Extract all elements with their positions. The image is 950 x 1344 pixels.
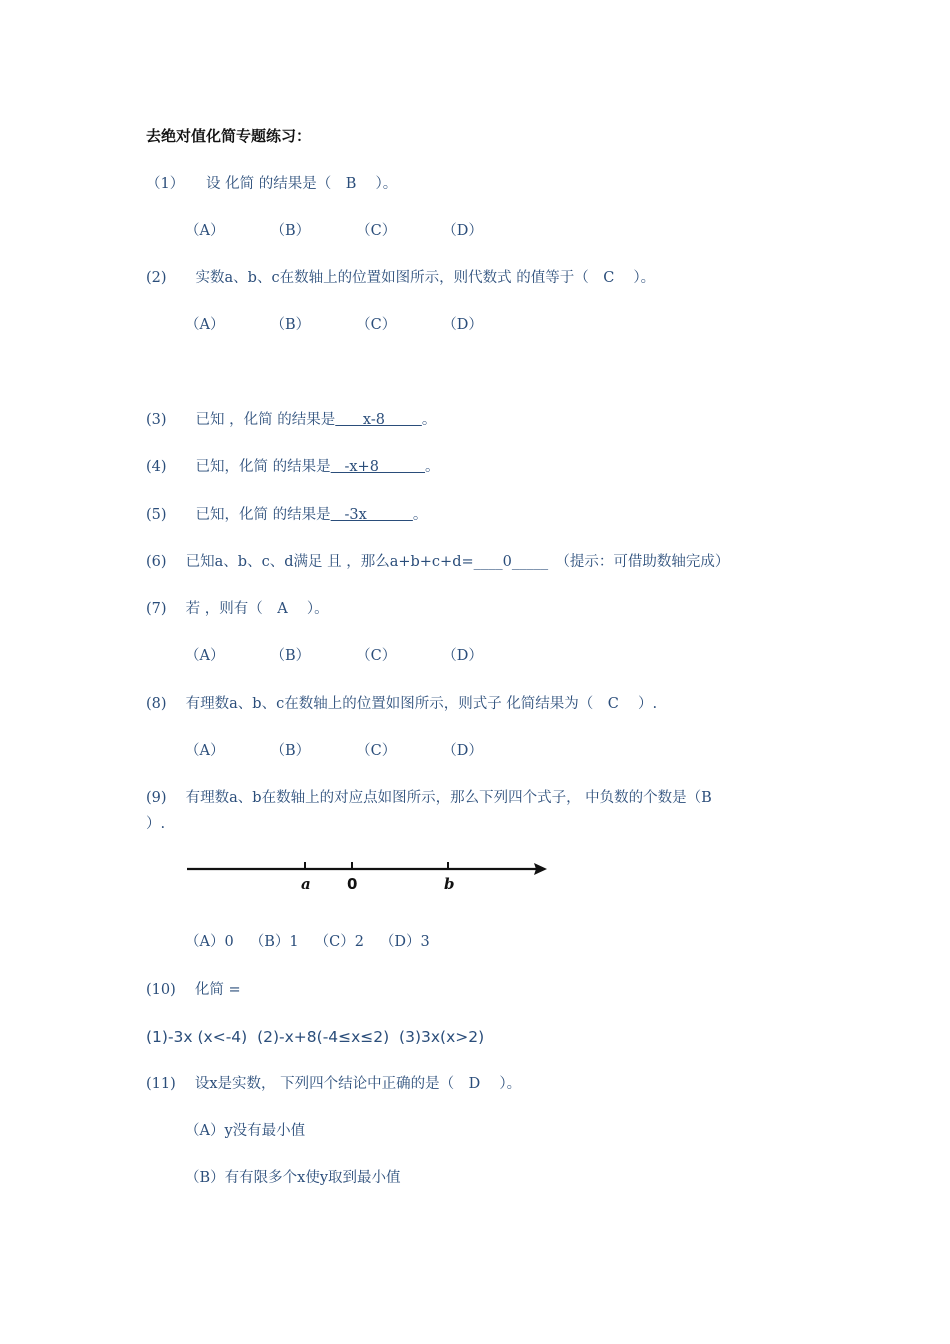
question-11-option-a: （A）y没有最小值 [185,1123,306,1139]
question-6-suffix: （提示：可借助数轴完成） [548,554,730,570]
option-d: （D） [442,743,483,759]
option-b: （B） [270,743,311,759]
label-b: b [444,875,455,893]
question-11: (11) 设x是实数， 下列四个结论中正确的是（ D ）。 [146,1076,522,1092]
page-title: 去绝对值化简专题练习： [146,127,312,145]
option-a: （A） [185,317,225,333]
question-4-answer: -x+8 [330,459,426,475]
question-6 [146,552,729,572]
option-a: （A） [185,743,225,759]
question-1-options [185,221,529,241]
question-5-prefix: (5) 已知，化简 的结果是 [146,507,331,523]
option-d: （D） [442,223,483,239]
question-5 [146,505,427,525]
question-2-options [185,315,529,335]
option-c: （C）2 [314,934,364,950]
question-4-suffix: 。 [425,459,440,475]
question-5-answer: -3x [330,507,413,523]
option-d: （D）3 [379,934,430,950]
question-3-suffix: 。 [421,412,437,428]
option-c: （C） [356,223,397,239]
question-9-continued: ）. [146,816,166,832]
question-8: (8) 有理数a、b、c在数轴上的位置如图所示，则式子 化简结果为（ C ）. [146,696,658,712]
option-a: （A） [185,648,225,664]
option-a: （A） [185,223,225,239]
option-c: （C） [356,648,397,664]
question-6-answer: ____0_____ [473,554,549,570]
label-zero: 0 [347,875,358,893]
question-2: (2) 实数a、b、c在数轴上的位置如图所示，则代数式 的值等于（ C ）。 [146,270,656,286]
option-c: （C） [356,743,397,759]
question-4-prefix: (4) 已知，化简 的结果是 [146,459,331,475]
question-9-options [185,932,430,952]
option-d: （D） [442,317,483,333]
label-a: a [301,875,311,893]
question-3-answer: x-8 [335,412,422,428]
question-8-options [185,741,529,761]
question-9: (9) 有理数a、b在数轴上的对应点如图所示，那么下列四个式子， 中负数的个数是（B [146,790,712,806]
option-b: （B）1 [249,934,299,950]
option-b: （B） [270,648,311,664]
question-10-answer: (1)-3x (x<-4) (2)-x+8(-4≤x≤2) (3)3x(x>2) [146,1028,485,1046]
question-11-option-b: （B）有有限多个x使y取到最小值 [185,1170,401,1186]
question-10: (10) 化简 = [146,982,241,998]
option-c: （C） [356,317,397,333]
question-7: (7) 若 ，则有（ A ）。 [146,601,329,617]
question-1: （1） 设 化简 的结果是（ B ）。 [146,176,398,192]
option-d: （D） [442,648,483,664]
option-b: （B） [270,317,311,333]
option-a: （A）0 [185,934,234,950]
number-line-figure [185,858,555,898]
option-b: （B） [270,223,311,239]
question-4 [146,457,440,477]
question-3 [146,410,436,430]
question-7-options [185,646,529,666]
question-5-suffix: 。 [412,507,428,523]
question-6-prefix: (6) 已知a、b、c、d满足 且 ，那么a+b+c+d= [146,554,474,570]
question-3-prefix: (3) 已知 ，化简 的结果是 [146,412,336,428]
